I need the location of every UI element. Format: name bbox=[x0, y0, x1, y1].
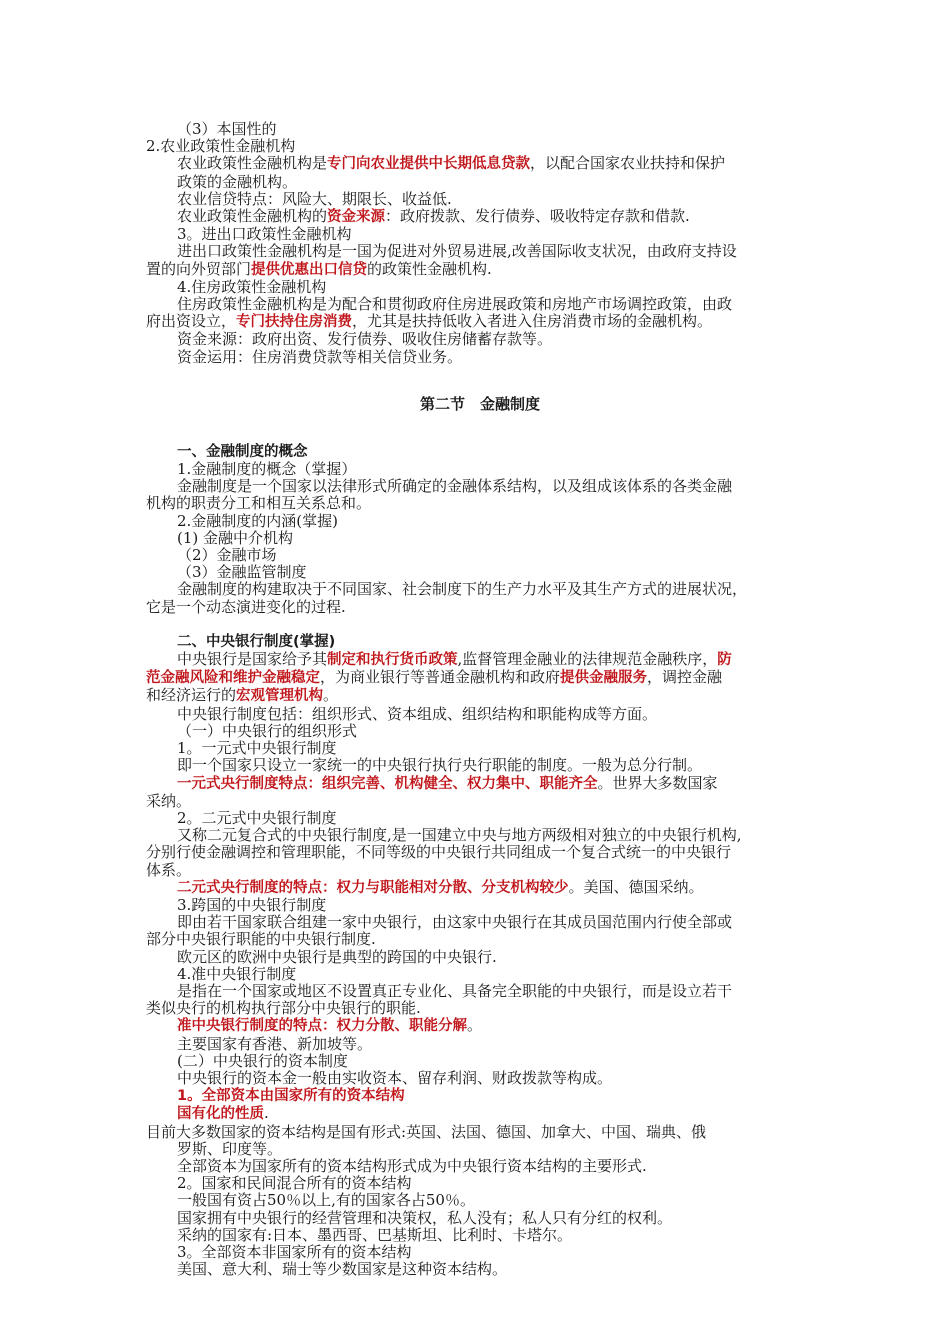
text-segment: (1) 金融中介机构 bbox=[177, 528, 294, 547]
text-segment: 和经济运行的 bbox=[146, 686, 237, 705]
highlight-text: 提供优惠出口信贷 bbox=[251, 261, 368, 278]
text-segment: 一般国有资占50％以上,有的国家各占50％。 bbox=[177, 1191, 475, 1210]
highlight-text: 宏观管理机构 bbox=[236, 688, 324, 705]
text-segment: 农业政策性金融机构的 bbox=[177, 207, 328, 226]
text-segment: 体系。 bbox=[146, 860, 192, 879]
text-segment: 资金来源：政府出资、发行债券、吸收住房储蓄存款等。 bbox=[177, 330, 553, 349]
text-segment: 进出口政策性金融机构是一国为促进对外贸易进展,改善国际收支状况，由政府支持设 bbox=[177, 242, 737, 261]
text-line bbox=[146, 1105, 814, 1123]
text-segment: 4.准中央银行制度 bbox=[177, 964, 297, 983]
subheading-text: 二、中央银行制度(掌握) bbox=[177, 633, 336, 650]
text-segment: 是指在一个国家或地区不设置真正专业化、具备完全职能的中央银行，而是设立若干 bbox=[177, 981, 733, 1000]
text-line bbox=[146, 931, 814, 948]
text-line bbox=[146, 513, 814, 530]
text-segment: 金融制度的构建取决于不同国家、社会制度下的生产力水平及其生产方式的进展状况， bbox=[177, 580, 748, 599]
text-segment: 府出资设立， bbox=[146, 312, 237, 331]
text-segment: 罗斯、印度等。 bbox=[177, 1139, 283, 1158]
text-line bbox=[146, 1227, 814, 1244]
text-segment: 1.金融制度的概念（掌握） bbox=[177, 460, 357, 479]
text-line bbox=[146, 914, 814, 931]
text-line bbox=[146, 530, 814, 547]
text-line bbox=[146, 687, 814, 705]
text-segment: ，尤其是扶持低收入者进入住房消费市场的金融机构。 bbox=[352, 312, 713, 331]
text-segment: 资金运用：住房消费贷款等相关信贷业务。 bbox=[177, 347, 463, 366]
text-line bbox=[146, 1053, 814, 1070]
text-line bbox=[146, 1036, 814, 1053]
highlight-text: 提供金融服务 bbox=[560, 670, 648, 687]
text-segment: 。 bbox=[467, 1016, 483, 1035]
text-segment: 它是一个动态演进变化的过程. bbox=[146, 597, 346, 616]
text-line bbox=[146, 1070, 814, 1087]
text-segment: 第二节 金融制度 bbox=[419, 394, 540, 413]
highlight-text: 资金来源 bbox=[327, 209, 386, 226]
highlight-text: 1。全部资本由国家所有的资本结构 bbox=[177, 1088, 405, 1105]
text-line bbox=[146, 1124, 814, 1141]
text-line bbox=[146, 775, 814, 793]
text-segment: 又称二元复合式的中央银行制度,是一国建立中央与地方两级相对独立的中央银行机构, bbox=[177, 826, 742, 845]
text-segment: 采纳的国家有:日本、墨西哥、巴基斯坦、比利时、卡塔尔。 bbox=[177, 1225, 573, 1244]
text-line bbox=[146, 1087, 814, 1105]
text-segment: 2。国家和民间混合所有的资本结构 bbox=[177, 1174, 412, 1193]
text-segment: 政策的金融机构。 bbox=[177, 172, 298, 191]
text-segment: 类似央行的机构执行部分中央银行的职能. bbox=[146, 999, 421, 1018]
text-line bbox=[146, 599, 814, 616]
text-line bbox=[146, 495, 814, 512]
text-segment: . bbox=[264, 1104, 269, 1123]
text-line bbox=[146, 844, 814, 861]
text-line bbox=[146, 793, 814, 810]
text-segment: 全部资本为国家所有的资本结构形式成为中央银行资本结构的主要形式. bbox=[177, 1156, 647, 1175]
text-line bbox=[146, 155, 814, 173]
section-heading bbox=[146, 396, 814, 413]
text-segment: 置的向外贸部门 bbox=[146, 259, 252, 278]
text-line bbox=[146, 478, 814, 495]
text-line bbox=[146, 261, 814, 279]
paragraph-gap bbox=[146, 366, 814, 396]
text-segment: 即一个国家只设立一家统一的中央银行执行央行职能的制度。一般为总分行制。 bbox=[177, 756, 703, 775]
text-segment: 即由若干国家联合组建一家中央银行，由这家中央银行在其成员国范围内行使全部或 bbox=[177, 913, 733, 932]
text-segment: 中央银行制度包括：组织形式、资本组成、组织结构和职能构成等方面。 bbox=[177, 704, 658, 723]
text-line bbox=[146, 1158, 814, 1175]
text-line bbox=[146, 1175, 814, 1192]
text-line bbox=[146, 757, 814, 774]
highlight-text: 准中央银行制度的特点：权力分散、职能分解 bbox=[177, 1018, 467, 1035]
highlight-text: 二元式央行制度的特点：权力与职能相对分散、分支机构较少 bbox=[177, 879, 569, 896]
text-line bbox=[146, 349, 814, 366]
text-line bbox=[146, 461, 814, 478]
text-line bbox=[146, 226, 814, 243]
text-segment: 美国、意大利、瑞士等少数国家是这种资本结构。 bbox=[177, 1260, 508, 1279]
text-segment: ,监督管理金融业的法律规范金融秩序， bbox=[457, 650, 718, 669]
text-segment: 3。全部资本非国家所有的资本结构 bbox=[177, 1242, 412, 1261]
text-segment: ，为商业银行等普通金融机构和政府 bbox=[320, 668, 561, 687]
subheading-text: 一、金融制度的概念 bbox=[177, 443, 308, 460]
text-segment: 机构的职责分工和相互关系总和。 bbox=[146, 494, 372, 513]
text-segment: 采纳。 bbox=[146, 791, 192, 810]
text-segment: （2）金融市场 bbox=[177, 546, 277, 565]
text-line bbox=[146, 208, 814, 226]
text-segment: （一）中央银行的组织形式 bbox=[177, 721, 358, 740]
text-line bbox=[146, 810, 814, 827]
text-line bbox=[146, 827, 814, 844]
text-line bbox=[146, 949, 814, 966]
highlight-text: 专门扶持住房消费 bbox=[236, 314, 353, 331]
text-segment: 。世界大多数国家 bbox=[597, 773, 718, 792]
text-line bbox=[146, 862, 814, 879]
text-segment: （3）金融监管制度 bbox=[177, 563, 307, 582]
text-segment: 3。进出口政策性金融机构 bbox=[177, 225, 352, 244]
text-segment: 中央银行的资本金一般由实收资本、留存利润、财政拨款等构成。 bbox=[177, 1068, 613, 1087]
text-line bbox=[146, 983, 814, 1000]
highlight-text: 制定和执行货币政策 bbox=[327, 652, 458, 669]
text-segment: 分别行使金融调控和管理职能，不同等级的中央银行共同组成一个复合式统一的中央银行 bbox=[146, 843, 732, 862]
text-line bbox=[146, 313, 814, 331]
text-segment: 1。一元式中央银行制度 bbox=[177, 739, 337, 758]
text-segment: 部分中央银行职能的中央银行制度. bbox=[146, 930, 376, 949]
highlight-text: 国有化的性质 bbox=[177, 1106, 264, 1123]
text-segment: 目前大多数国家的资本结构是国有形式:英国、法国、德国、加拿大、中国、瑞典、俄 bbox=[146, 1122, 707, 1141]
text-segment: （3）本国性的 bbox=[177, 120, 277, 138]
text-line bbox=[146, 740, 814, 757]
text-line bbox=[146, 1000, 814, 1017]
text-segment: 2.农业政策性金融机构 bbox=[146, 137, 296, 156]
text-segment: 的政策性金融机构. bbox=[367, 259, 492, 278]
text-line bbox=[146, 1261, 814, 1278]
text-segment: 。美国、德国采纳。 bbox=[568, 877, 704, 896]
text-line bbox=[146, 706, 814, 723]
text-line bbox=[146, 651, 814, 669]
text-segment: (二）中央银行的资本制度 bbox=[177, 1051, 348, 1070]
highlight-text: 一元式央行制度特点：组织完善、机构健全、权力集中、职能齐全 bbox=[177, 775, 598, 792]
text-line bbox=[146, 581, 814, 598]
text-line bbox=[146, 121, 814, 138]
text-segment: 欧元区的欧洲中央银行是典型的跨国的中央银行. bbox=[177, 947, 497, 966]
text-line bbox=[146, 191, 814, 208]
text-segment: 。 bbox=[323, 686, 339, 705]
text-line bbox=[146, 1141, 814, 1158]
text-segment: 中央银行是国家给予其 bbox=[177, 650, 328, 669]
text-line bbox=[146, 723, 814, 740]
text-segment: 主要国家有香港、新加坡等。 bbox=[177, 1034, 373, 1053]
text-line bbox=[146, 331, 814, 348]
text-line bbox=[146, 296, 814, 313]
text-line bbox=[146, 669, 814, 687]
text-segment: 农业政策性金融机构是 bbox=[177, 154, 328, 173]
text-line bbox=[146, 443, 814, 461]
text-line bbox=[146, 547, 814, 564]
text-line bbox=[146, 897, 814, 914]
text-segment: ：政府拨款、发行债券、吸收特定存款和借款. bbox=[385, 207, 690, 226]
document-page bbox=[146, 121, 814, 1278]
text-line bbox=[146, 279, 814, 296]
text-line bbox=[146, 1017, 814, 1035]
text-line bbox=[146, 138, 814, 155]
text-line bbox=[146, 1192, 814, 1209]
text-line bbox=[146, 243, 814, 260]
text-line bbox=[146, 174, 814, 191]
text-segment: ，调控金融 bbox=[647, 668, 723, 687]
text-segment: 2.金融制度的内涵(掌握) bbox=[177, 511, 339, 530]
text-line bbox=[146, 564, 814, 581]
text-line bbox=[146, 1210, 814, 1227]
text-segment: 2。二元式中央银行制度 bbox=[177, 808, 337, 827]
text-segment: 金融制度是一个国家以法律形式所确定的金融体系结构，以及组成该体系的各类金融 bbox=[177, 477, 733, 496]
text-segment: 3.跨国的中央银行制度 bbox=[177, 895, 327, 914]
text-line bbox=[146, 879, 814, 897]
text-segment: ，以配合国家农业扶持和保护 bbox=[530, 154, 726, 173]
text-segment: 4.住房政策性金融机构 bbox=[177, 277, 327, 296]
highlight-text: 范金融风险和维护金融稳定 bbox=[146, 670, 320, 687]
text-line bbox=[146, 966, 814, 983]
text-segment: 住房政策性金融机构是为配合和贯彻政府住房进展政策和房地产市场调控政策，由政 bbox=[177, 295, 733, 314]
text-segment: 农业信贷特点：风险大、期限长、收益低. bbox=[177, 189, 452, 208]
highlight-text: 专门向农业提供中长期低息贷款 bbox=[327, 156, 531, 173]
paragraph-gap bbox=[146, 616, 814, 633]
text-line bbox=[146, 1244, 814, 1261]
text-segment: 国家拥有中央银行的经营管理和决策权，私人没有；私人只有分红的权利。 bbox=[177, 1208, 673, 1227]
text-line bbox=[146, 633, 814, 651]
paragraph-gap bbox=[146, 413, 814, 443]
highlight-text: 防 bbox=[717, 652, 732, 669]
